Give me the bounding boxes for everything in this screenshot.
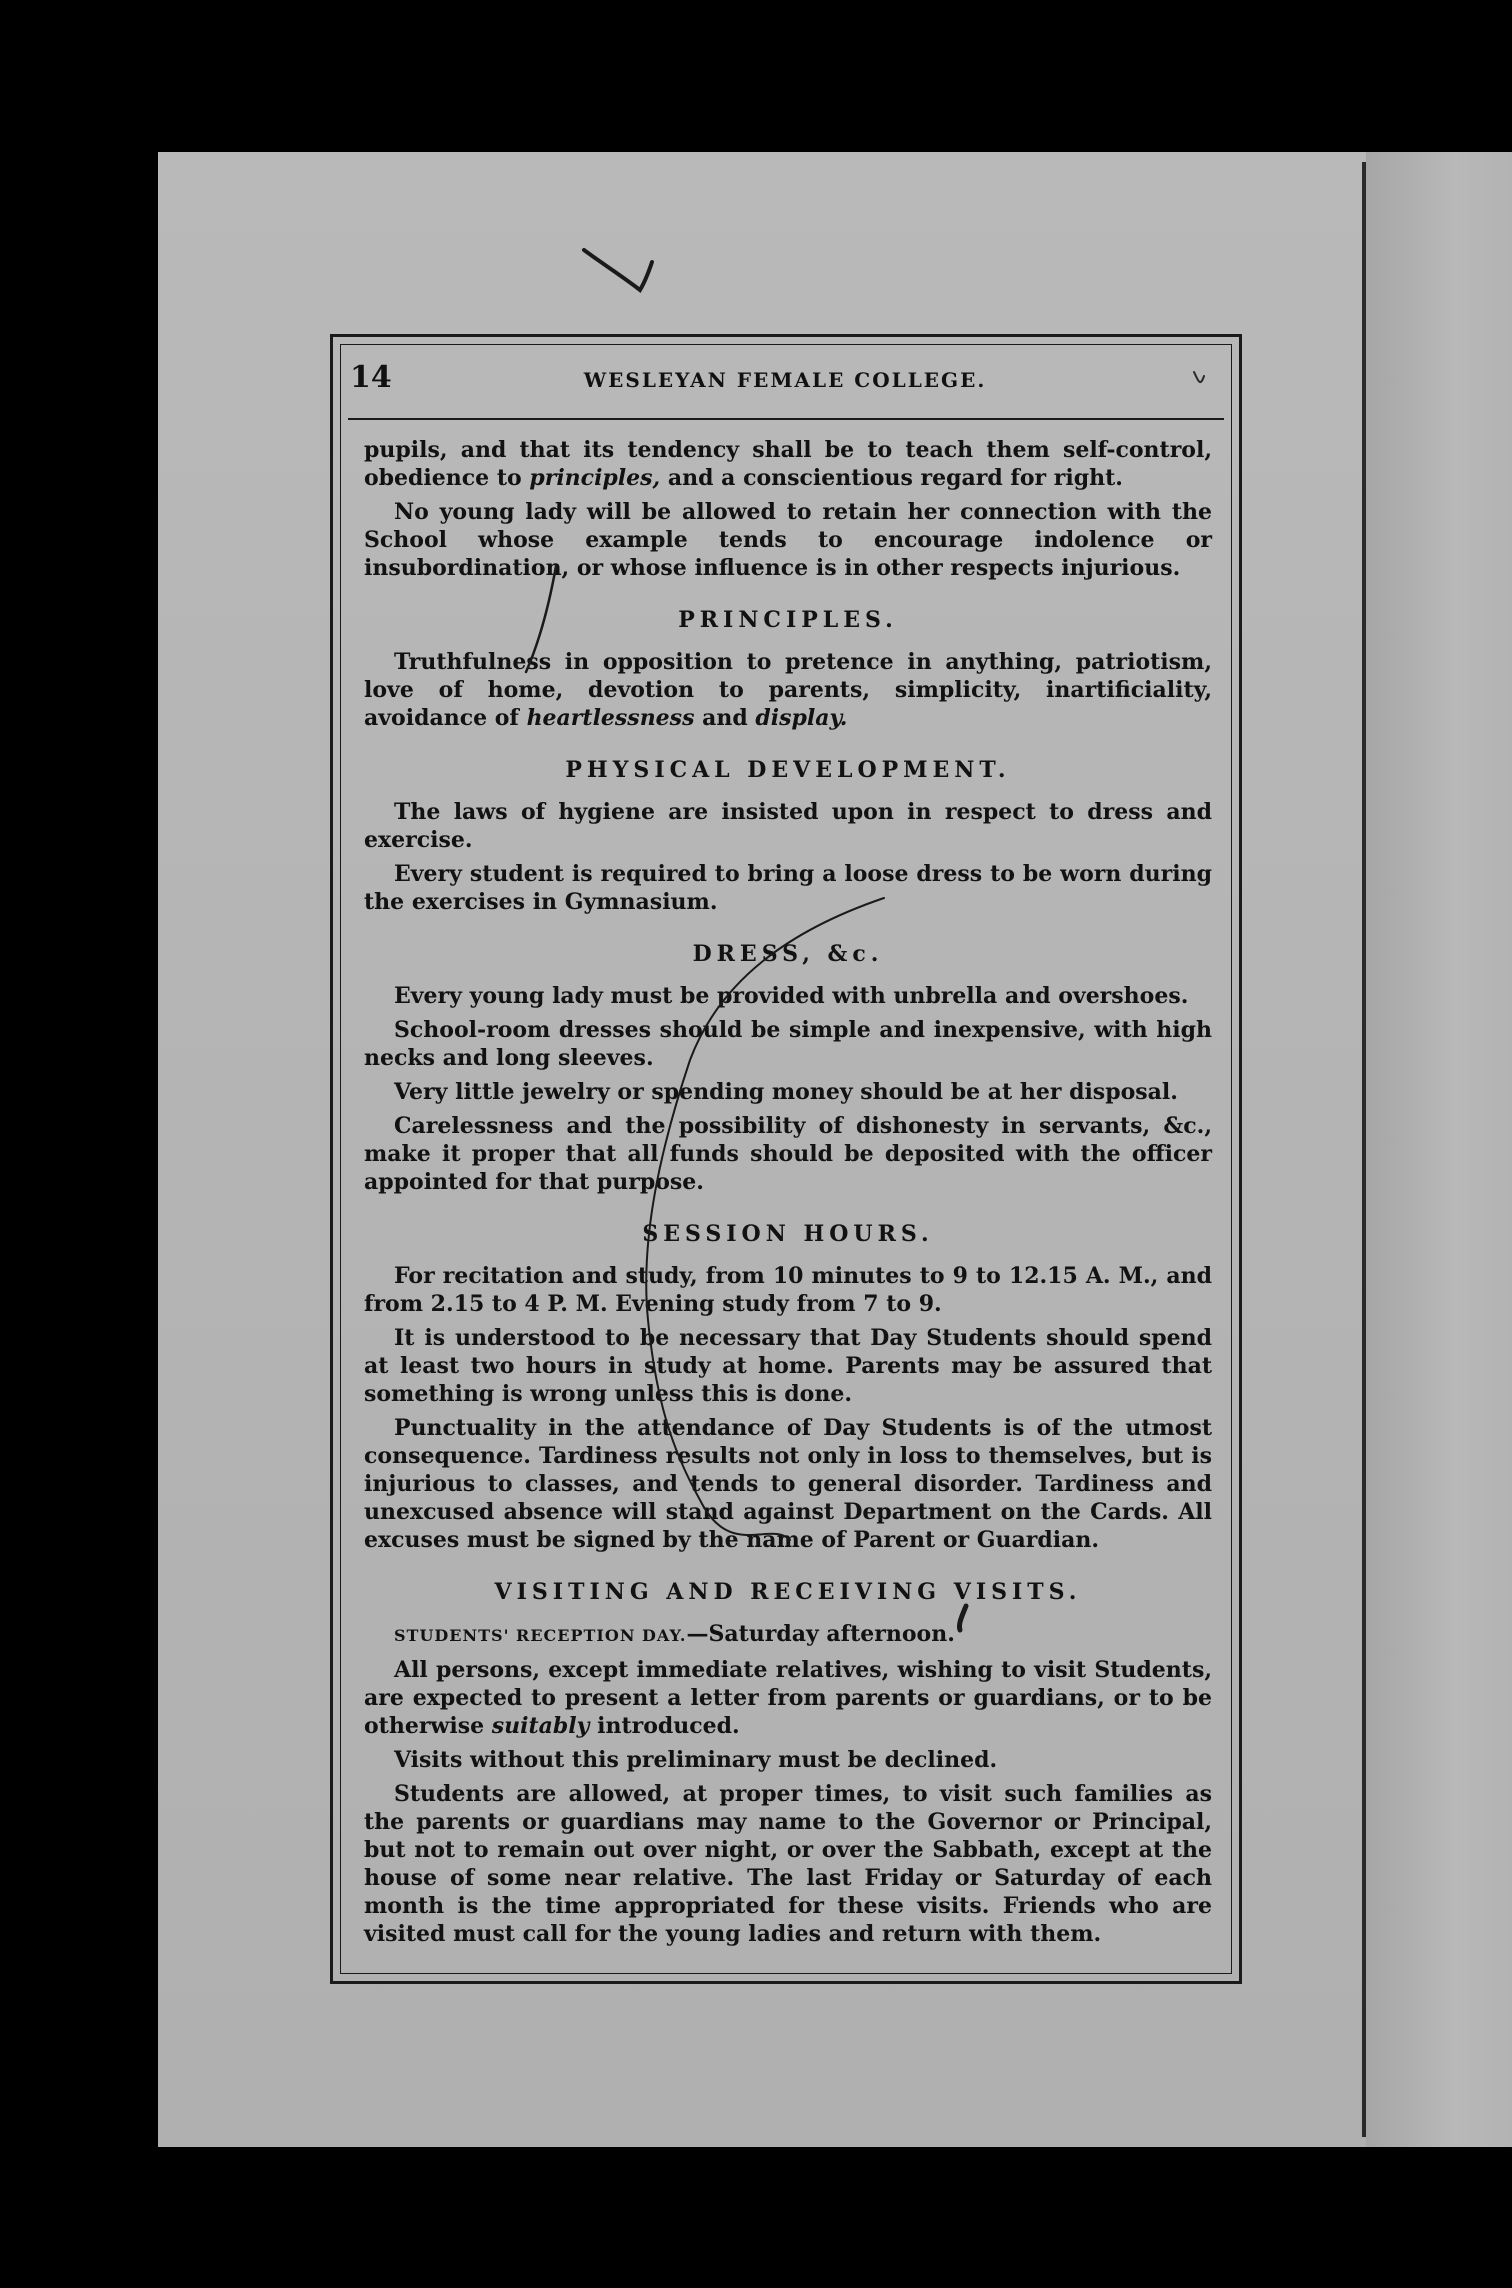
page-number: 14: [350, 360, 392, 395]
paragraph: For recitation and study, from 10 minutes to 9 to 12.15 A. M., and from 2.15 to 4 P. M. Evening study from 7 to 9.: [364, 1263, 1212, 1317]
section-heading-session-hours: SESSION HOURS.: [642, 1221, 934, 1247]
paragraph: pupils, and that its tendency shall be to teach them self-control, obedience to principles, and a conscientious regard for right.: [364, 437, 1212, 491]
header-rule: [348, 418, 1224, 420]
paragraph: It is understood to be necessary that Day Students should spend at least two hours in study at home. Parents may be assured that something is wrong unless this is done.: [364, 1325, 1212, 1407]
paragraph: Truthfulness in opposition to pretence in anything, patriotism, love of home, devotion to parents, simplicity, inartificiality, avoidance of heartlessness and display.: [364, 649, 1212, 731]
section-heading-physical-development: PHYSICAL DEVELOPMENT.: [565, 757, 1011, 783]
section-heading-principles: PRINCIPLES.: [678, 607, 898, 633]
page-body: [364, 436, 1212, 1954]
paragraph: Every student is required to bring a loose dress to be worn during the exercises in Gymnasium.: [364, 861, 1212, 915]
paragraph: Students are allowed, at proper times, to visit such families as the parents or guardians may name to the Governor or Principal, but not to remain out over night, or over the Sabbath, except at the house of some near relative. The last Friday or Saturday of each month is the time appropriated for these visits. Friends who are visited must call for the young ladies and return with them.: [364, 1781, 1212, 1947]
paragraph: Very little jewelry or spending money should be at her disposal.: [394, 1079, 1178, 1105]
paragraph: No young lady will be allowed to retain her connection with the School whose example tends to encourage indolence or insubordination, or whose influence is in other respects injurious.: [364, 499, 1212, 581]
section-heading-dress: DRESS, &c.: [692, 941, 884, 967]
facing-page: [1366, 152, 1512, 2147]
paragraph: Every young lady must be provided with unbrella and overshoes.: [394, 983, 1189, 1009]
section-heading-visiting: VISITING AND RECEIVING VISITS.: [494, 1579, 1082, 1605]
page-header: [350, 360, 1220, 400]
paragraph: All persons, except immediate relatives, wishing to visit Students, are expected to present a letter from parents or guardians, or to be otherwise suitably introduced.: [364, 1657, 1212, 1739]
running-head: WESLEYAN FEMALE COLLEGE.: [583, 368, 987, 392]
paragraph: The laws of hygiene are insisted upon in respect to dress and exercise.: [364, 799, 1212, 853]
paragraph: Carelessness and the possibility of dishonesty in servants, &c., make it proper that all funds should be deposited with the officer appointed for that purpose.: [364, 1113, 1212, 1195]
paragraph: Punctuality in the attendance of Day Students is of the utmost consequence. Tardiness results not only in loss to themselves, but is injurious to classes, and tends to general disorder. Tardiness and unexcused absence will stand against Department on the Cards. All excuses must be signed by the name of Parent or Guardian.: [364, 1415, 1212, 1553]
paragraph: Visits without this preliminary must be declined.: [394, 1747, 998, 1773]
paragraph: STUDENTS' RECEPTION DAY.—Saturday afternoon.: [394, 1621, 955, 1647]
paragraph: School-room dresses should be simple and inexpensive, with high necks and long sleeves.: [364, 1017, 1212, 1071]
